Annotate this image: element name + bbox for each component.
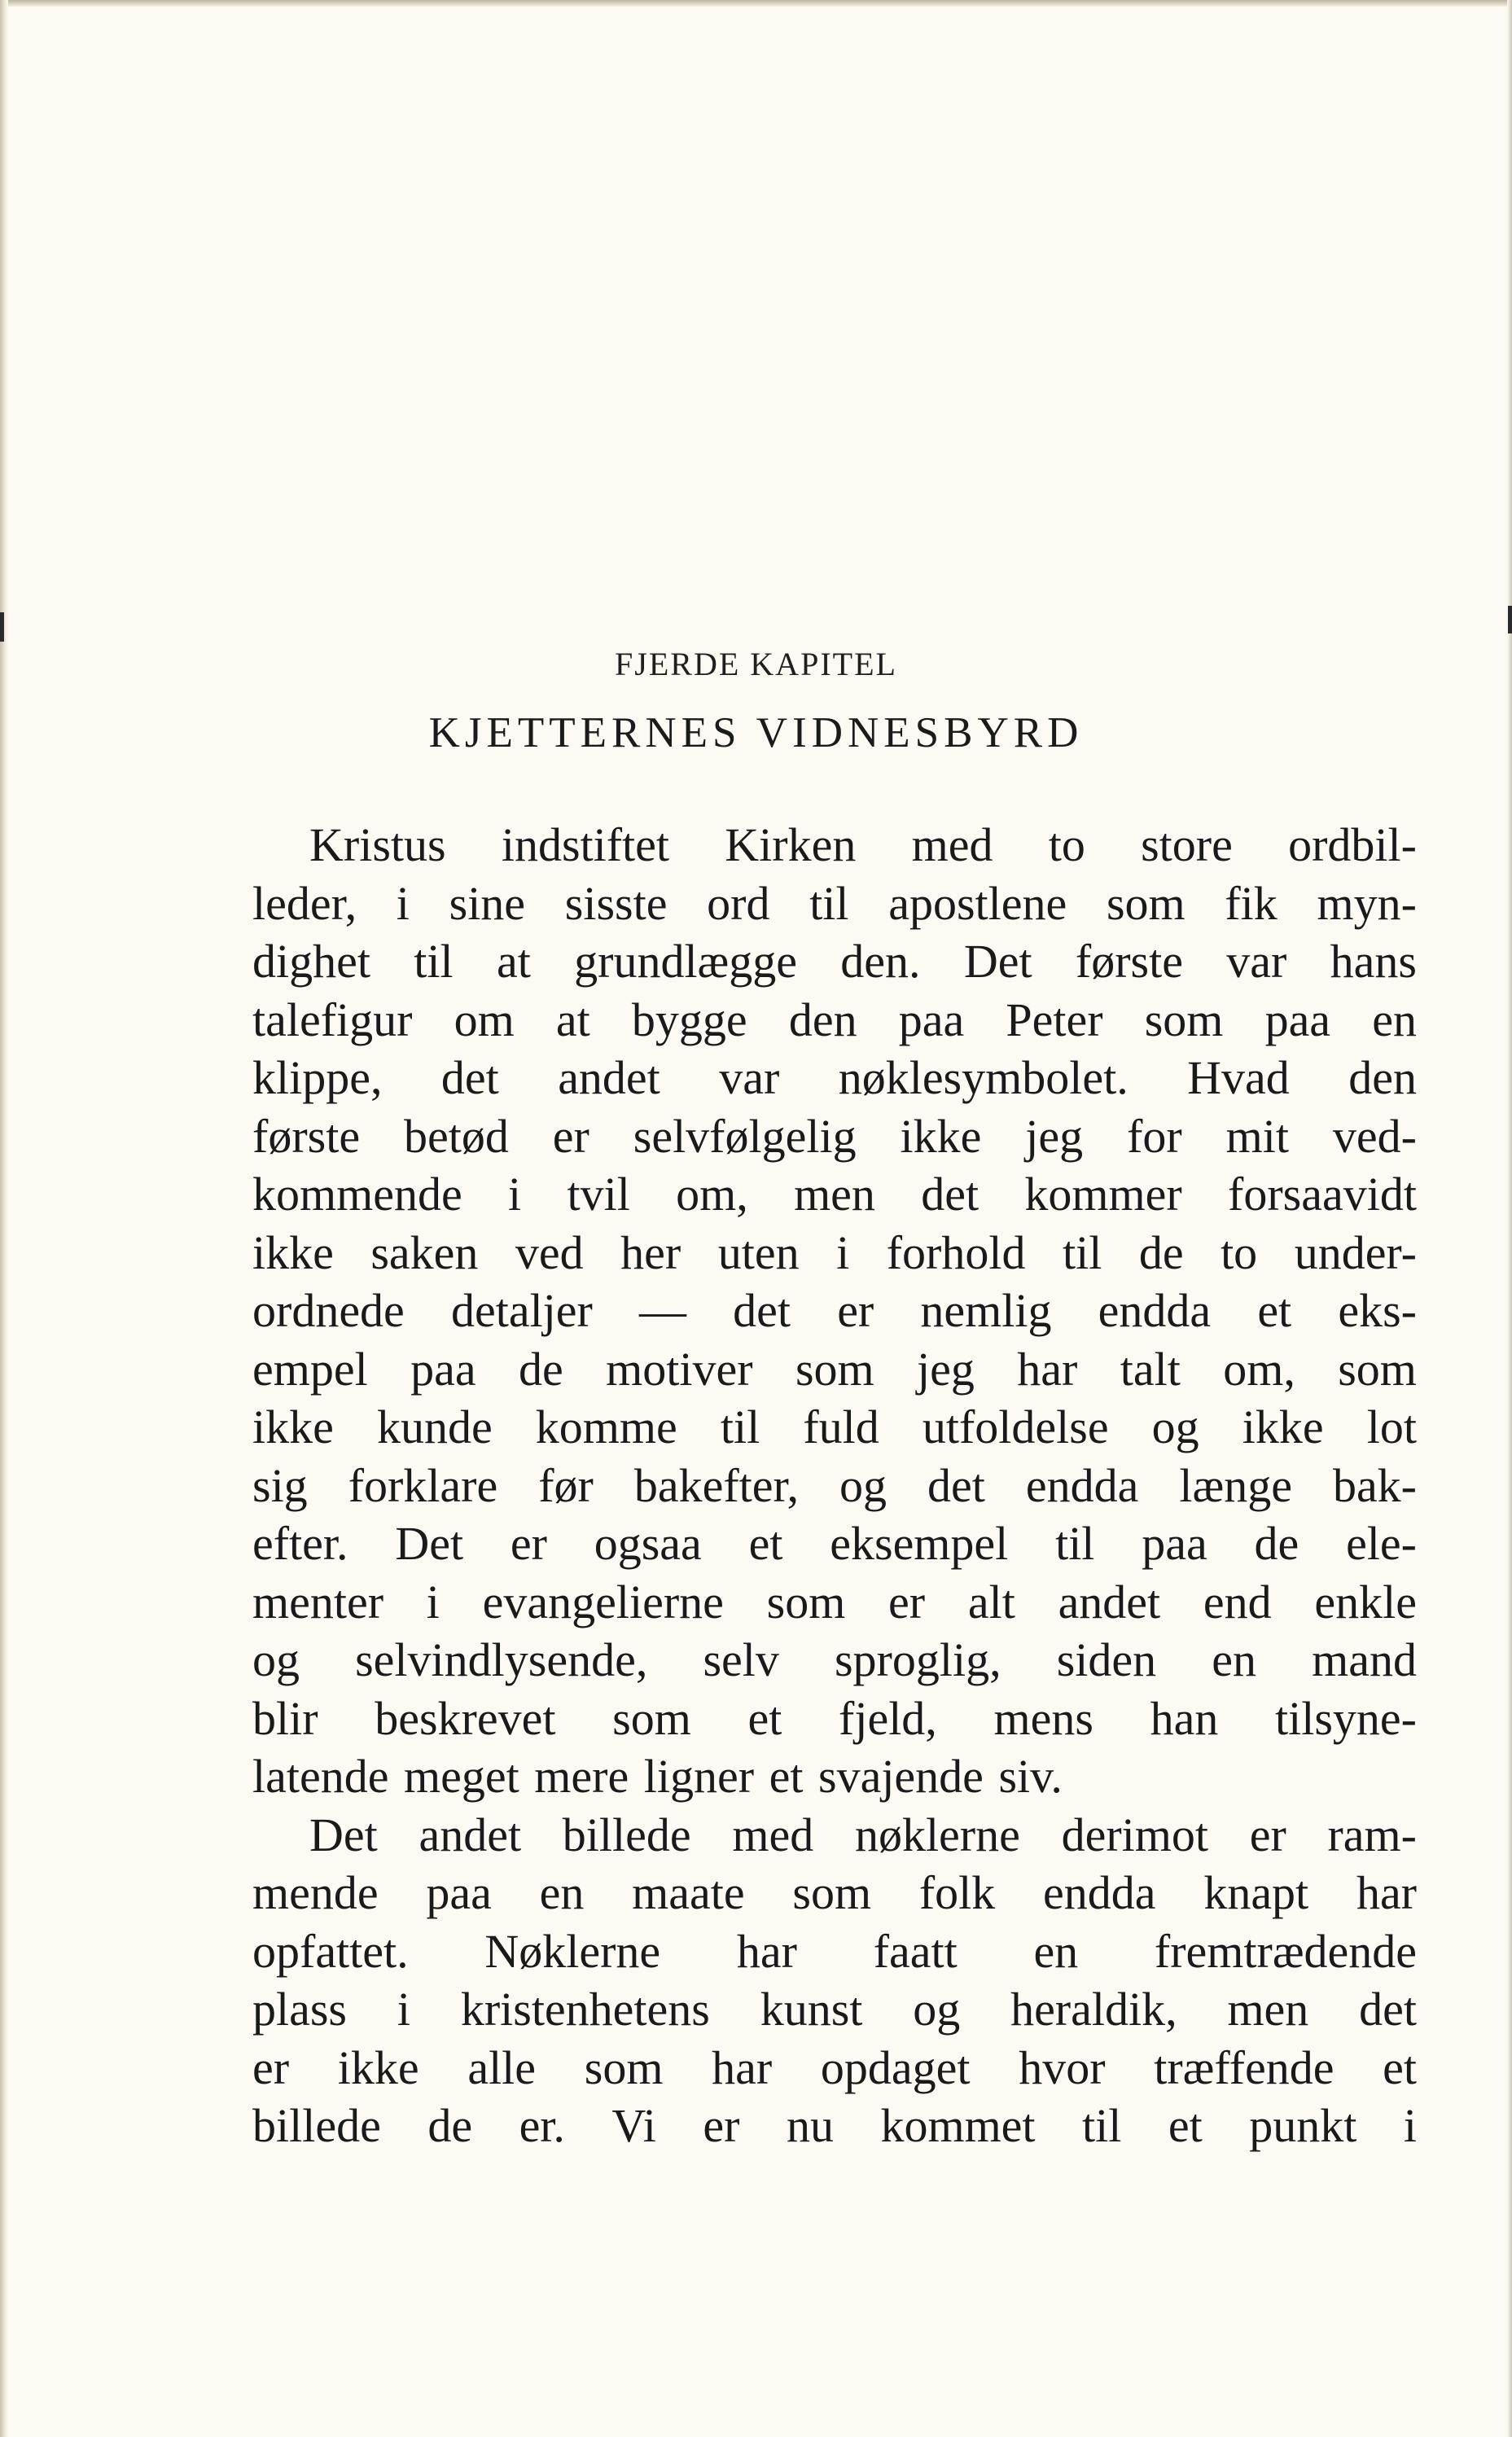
page-edge-left (0, 0, 8, 2437)
page-edge-top (0, 0, 1512, 7)
chapter-label: FJERDE KAPITEL (615, 646, 897, 682)
edge-mark (1508, 606, 1512, 633)
text-line: opfattet. Nøklerne har faatt en fremtrædende (252, 1924, 1417, 1978)
text-line: dighet til at grundlægge den. Det første var hans (252, 935, 1417, 988)
text-line: ordnede detaljer — det er nemlig endda et eks- (252, 1284, 1417, 1337)
text-line: billede de er. Vi er nu kommet til et punkt i (252, 2099, 1417, 2152)
page-edge-right (1507, 0, 1512, 2437)
text-line: talefigur om at bygge den paa Peter som paa en (252, 993, 1417, 1046)
text-line: og selvindlysende, selv sproglig, siden en mand (252, 1633, 1417, 1686)
text-line: Kristus indstiftet Kirken med to store ordbil- (309, 818, 1417, 871)
text-line: første betød er selvfølgelig ikke jeg for mit ved- (252, 1109, 1417, 1163)
text-line: leder, i sine sisste ord til apostlene som fik myn- (252, 876, 1417, 930)
edge-mark (0, 612, 4, 642)
chapter-title: KJETTERNES VIDNESBYRD (428, 709, 1084, 756)
text-line: ikke kunde komme til fuld utfoldelse og ikke lot (252, 1400, 1417, 1453)
paragraph (252, 1806, 1417, 2155)
text-line: er ikke alle som har opdaget hvor træffende et (252, 2040, 1417, 2094)
text-line: ikke saken ved her uten i forhold til de to under- (252, 1225, 1417, 1279)
text-line: empel paa de motiver som jeg har talt om, som (252, 1342, 1417, 1396)
body-text (252, 816, 1417, 2155)
text-line: mende paa en maate som folk endda knapt har (252, 1866, 1417, 1919)
text-line: klippe, det andet var nøklesymbolet. Hvad den (252, 1051, 1417, 1104)
text-line: menter i evangelierne som er alt andet end enkle (252, 1575, 1417, 1628)
paragraph (252, 816, 1417, 1806)
text-line: plass i kristenhetens kunst og heraldik, men det (252, 1983, 1417, 2036)
text-line: latende meget mere ligner et svajende siv. (252, 1750, 1063, 1803)
text-line: kommende i tvil om, men det kommer forsaavidt (252, 1168, 1417, 1221)
text-line: Det andet billede med nøklerne derimot er ram- (309, 1808, 1417, 1861)
text-line: blir beskrevet som et fjeld, mens han tilsyne- (252, 1691, 1417, 1745)
text-line: sig forklare før bakefter, og det endda længe bak- (252, 1458, 1417, 1512)
text-line: efter. Det er ogsaa et eksempel til paa de ele- (252, 1517, 1417, 1570)
